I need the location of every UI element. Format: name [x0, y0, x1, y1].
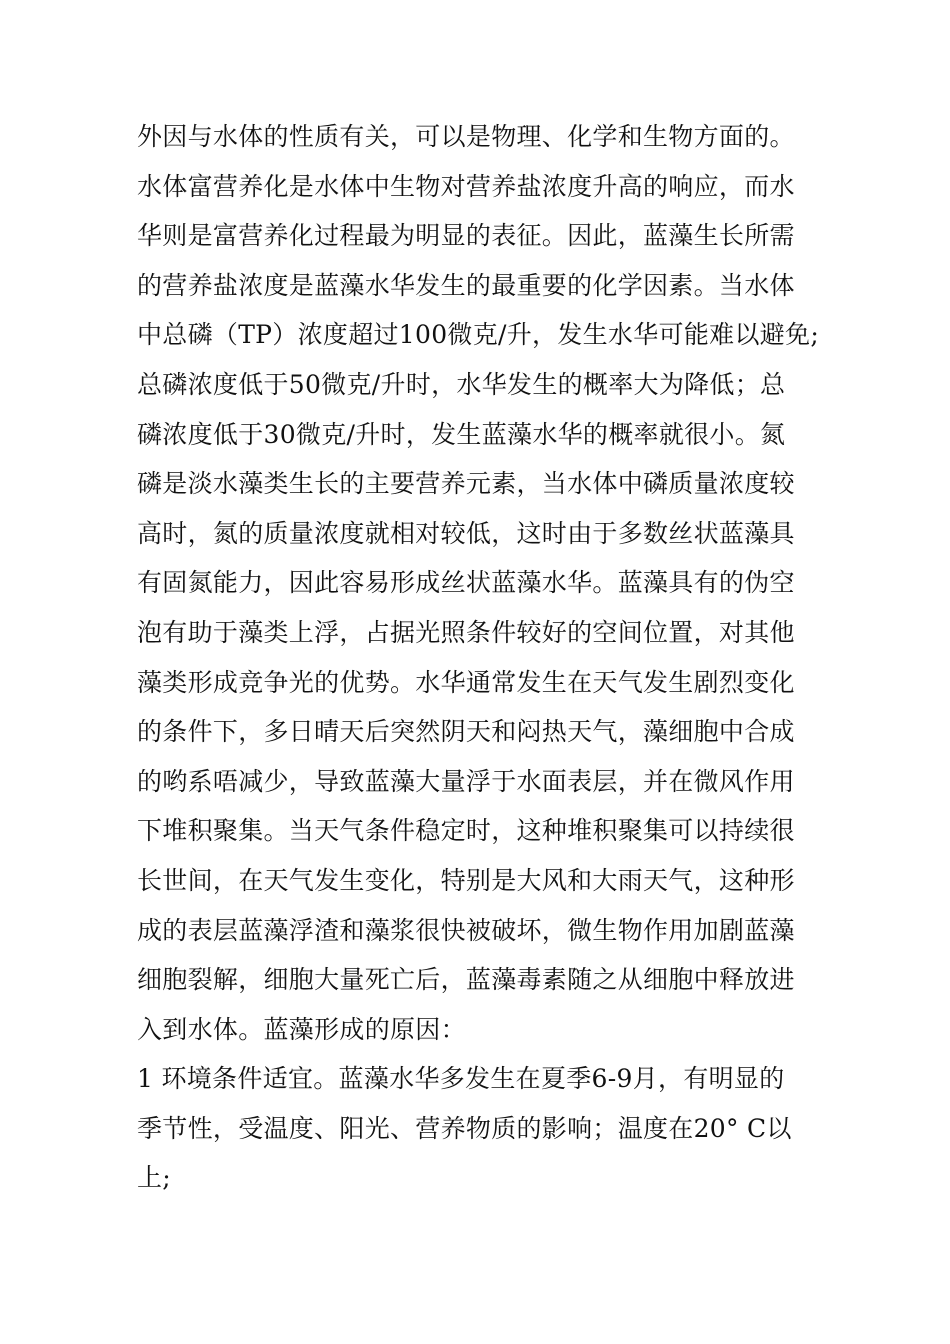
text-line: 高时，氮的质量浓度就相对较低，这时由于多数丝状蓝藻具 [137, 518, 795, 548]
text-line: 的条件下，多日晴天后突然阴天和闷热天气，藻细胞中合成 [137, 717, 795, 747]
list-item-line: 季节性，受温度、阳光、营养物质的影响；温度在20° C以 [137, 1113, 792, 1143]
text-line: 磷是淡水藻类生长的主要营养元素，当水体中磷质量浓度较 [137, 469, 795, 499]
text-line: 泡有助于藻类上浮，占据光照条件较好的空间位置，对其他 [137, 617, 795, 647]
text-line: 有固氮能力，因此容易形成丝状蓝藻水华。蓝藻具有的伪空 [137, 568, 795, 598]
text-line: 水体富营养化是水体中生物对营养盐浓度升高的响应，而水 [137, 171, 795, 201]
list-item-line: 上; [137, 1163, 172, 1193]
body-text [137, 112, 837, 1203]
text-line: 总磷浓度低于50微克/升时，水华发生的概率大为降低；总 [137, 369, 786, 399]
list-item-line: 1 环境条件适宜。蓝藻水华多发生在夏季6-9月，有明显的 [137, 1064, 785, 1094]
text-line: 的营养盐浓度是蓝藻水华发生的最重要的化学因素。当水体 [137, 270, 795, 300]
text-line: 藻类形成竞争光的优势。水华通常发生在天气发生剧烈变化 [137, 667, 795, 697]
text-line: 中总磷（TP）浓度超过100微克/升，发生水华可能难以避免; [137, 320, 820, 350]
text-line: 入到水体。蓝藻形成的原因： [137, 1014, 466, 1044]
text-line: 长世间，在天气发生变化，特别是大风和大雨天气，这种形 [137, 865, 795, 895]
text-line: 下堆积聚集。当天气条件稳定时，这种堆积聚集可以持续很 [137, 816, 795, 846]
text-line: 外因与水体的性质有关，可以是物理、化学和生物方面的。 [137, 122, 795, 151]
text-line: 细胞裂解，细胞大量死亡后，蓝藻毒素随之从细胞中释放进 [137, 965, 795, 995]
text-line: 成的表层蓝藻浮渣和藻浆很快被破坏，微生物作用加剧蓝藻 [137, 915, 795, 945]
text-line: 华则是富营养化过程最为明显的表征。因此，蓝藻生长所需 [137, 221, 795, 251]
text-line: 磷浓度低于30微克/升时，发生蓝藻水华的概率就很小。氮 [137, 419, 786, 449]
text-line: 的哟系唔减少，导致蓝藻大量浮于水面表层，并在微风作用 [137, 766, 795, 796]
